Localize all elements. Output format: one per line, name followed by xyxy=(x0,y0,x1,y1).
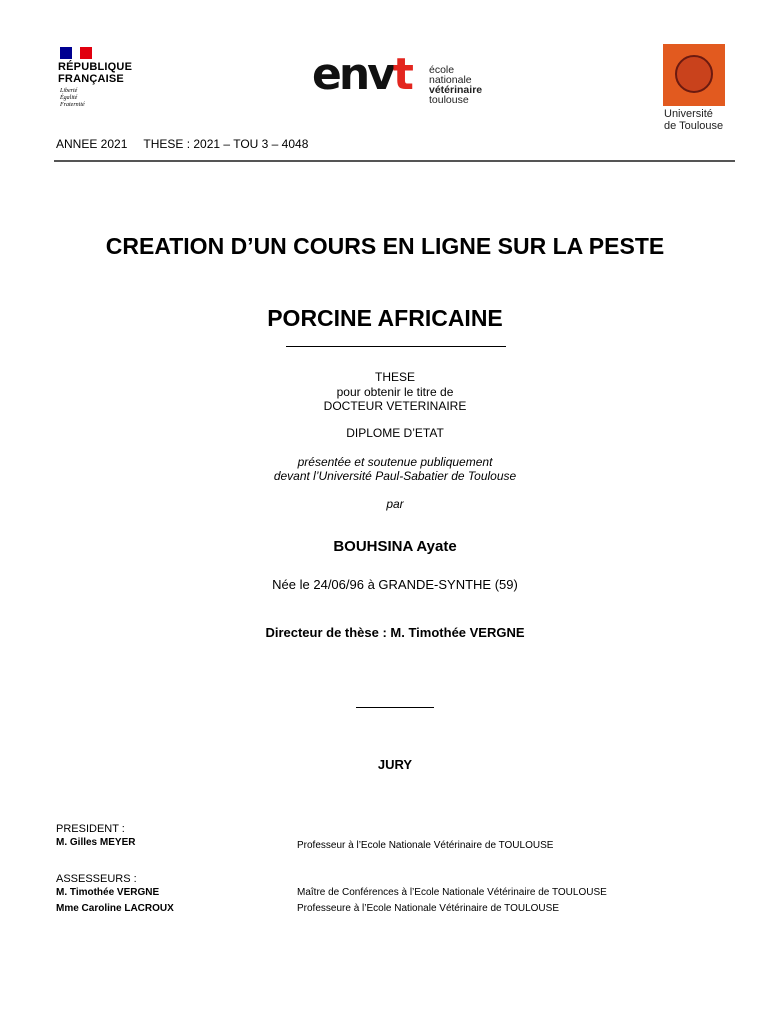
president-role: Professeur à l’Ecole Nationale Vétérinaire de TOULOUSE xyxy=(297,840,554,851)
jury-heading: JURY xyxy=(377,757,413,772)
rf-line1: RÉPUBLIQUE xyxy=(58,61,133,73)
rf-motto-egalite: Égalité xyxy=(60,95,78,101)
rf-motto-liberte: Liberté xyxy=(60,88,78,94)
envt-sub-ecole: école xyxy=(429,64,455,76)
assesseur-name: Mme Caroline LACROUX xyxy=(56,903,174,914)
par-label: par xyxy=(386,497,404,511)
thesis-director: Directeur de thèse : M. Timothée VERGNE xyxy=(265,625,525,640)
presentation-line: présentée et soutenue publiquement xyxy=(297,455,493,469)
envt-sub-toulouse: toulouse xyxy=(429,94,469,106)
rf-motto-fraternite: Fraternité xyxy=(60,102,85,108)
degree-intro: pour obtenir le titre de xyxy=(336,385,454,399)
thesis-title-line2: PORCINE AFRICAINE xyxy=(267,305,503,331)
ut-line2: de Toulouse xyxy=(664,120,724,132)
republique-francaise-logo xyxy=(58,47,148,117)
author-name: BOUHSINA Ayate xyxy=(333,538,457,555)
envt-sub-nationale: nationale xyxy=(429,74,472,86)
envt-sub-veterinaire: vétérinaire xyxy=(429,84,483,96)
author-birth: Née le 24/06/96 à GRANDE-SYNTHE (59) xyxy=(272,577,518,592)
envt-word-t: t xyxy=(392,49,411,100)
president-name: M. Gilles MEYER xyxy=(56,837,136,848)
envt-logo xyxy=(312,49,492,106)
assesseurs-label: ASSESSEURS : xyxy=(56,873,137,885)
thesis-header xyxy=(56,137,308,151)
envt-word: env xyxy=(312,49,393,100)
title-divider xyxy=(286,346,506,347)
header-divider xyxy=(54,160,735,162)
thesis-title xyxy=(40,210,730,354)
thesis-reference: THESE : 2021 – TOU 3 – 4048 xyxy=(143,137,309,151)
seal-icon xyxy=(675,55,713,93)
assesseur-role: Maître de Conférences à l’Ecole Nationale Vétérinaire de TOULOUSE xyxy=(297,887,607,898)
universite-toulouse-logo xyxy=(660,44,732,136)
thesis-year: ANNEE 2021 xyxy=(56,137,128,151)
thesis-label: THESE xyxy=(374,370,415,384)
thesis-title-line1: CREATION D’UN COURS EN LIGNE SUR LA PESTE xyxy=(105,233,665,259)
ut-line1: Université xyxy=(664,108,713,120)
diploma-label: DIPLOME D’ETAT xyxy=(346,426,444,440)
degree-title: DOCTEUR VETERINAIRE xyxy=(323,399,467,413)
assesseur-role: Professeure à l’Ecole Nationale Vétérinaire de TOULOUSE xyxy=(297,903,559,914)
section-divider xyxy=(356,707,434,708)
assesseur-name: M. Timothée VERGNE xyxy=(56,887,160,898)
president-label: PRESIDENT : xyxy=(56,823,125,835)
rf-line2: FRANÇAISE xyxy=(58,73,124,85)
french-flag-icon xyxy=(60,47,92,59)
university-line: devant l’Université Paul-Sabatier de Toulouse xyxy=(273,469,517,483)
